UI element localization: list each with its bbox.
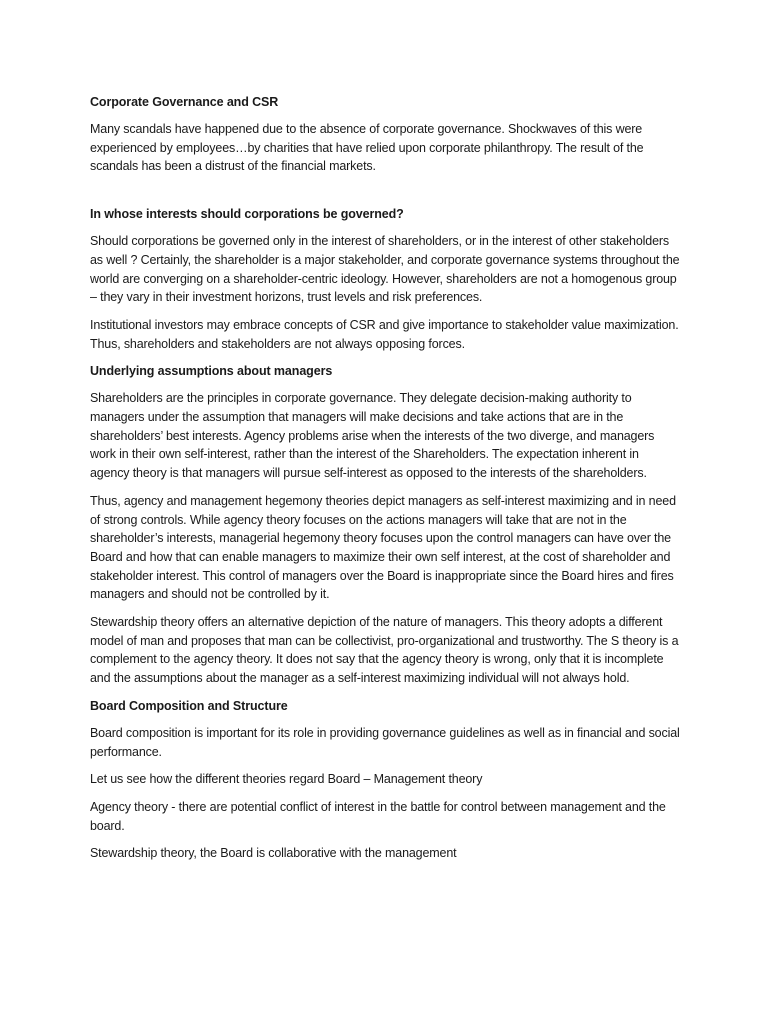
paragraph: Thus, agency and management hegemony theories depict managers as self-interest maximizing and in need of strong controls. While agency theory focuses on the actions managers will take that are not in the shareholder’s interests, managerial hegemony theory focuses upon the control managers can have over the Board and how that can enable managers to maximize their own self interest, at the cost of shareholder and stakeholder interest. This control of managers over the Board is inappropriate since the Board hires and fires managers and should not be controlled by it. [90,493,676,602]
intro-paragraph: Many scandals have happened due to the absence of corporate governance. Shockwaves of this were experienced by employees…by charities that have relied upon corporate philanthropy. The result of the scandals has been a distrust of the financial markets. [90,122,644,174]
paragraph: Board composition is important for its role in providing governance guidelines as well as in financial and social performance. [90,725,680,759]
section-heading-interests: In whose interests should corporations be governed? [90,207,404,222]
section-heading-managers: Underlying assumptions about managers [90,364,333,379]
paragraph: Stewardship theory offers an alternative depiction of the nature of managers. This theory adopts a different model of man and proposes that man can be collectivist, pro-organizational and trustworthy. The S theory is a complement to the agency theory. It does not say that the agency theory is wrong, only that it is incomplete and the assumptions about the manager as a self-interest maximizing individual will not always hold. [90,615,679,686]
paragraph: Shareholders are the principles in corporate governance. They delegate decision-making authority to managers under the assumption that managers will make decisions and take actions that are in the shareholders’ best interests. Agency problems arise when the interests of the two diverge, and managers work in their own self-interest, rather than the interest of the Shareholders. The expectation inherent in agency theory is that managers will pursue self-interest as opposed to the interests of the shareholders. [90,391,655,481]
document-title: Corporate Governance and CSR [90,95,279,109]
paragraph: Stewardship theory, the Board is collaborative with the management [90,846,457,861]
spacer [90,185,680,205]
paragraph: Institutional investors may embrace concepts of CSR and give importance to stakeholder value maximization. Thus, shareholders and stakeholders are not always opposing forces. [90,317,679,351]
paragraph: Agency theory - there are potential conflict of interest in the battle for control between management and the board. [90,799,666,833]
paragraph: Let us see how the different theories regard Board – Management theory [90,772,483,787]
document-page [90,93,680,872]
paragraph: Should corporations be governed only in the interest of shareholders, or in the interest of other stakeholders as well ? Certainly, the shareholder is a major stakeholder, and corporate governance systems throughout the world are converging on a shareholder-centric ideology. However, shareholders are not a homogenous group – they vary in their investment horizons, trust levels and risk preferences. [90,234,680,305]
section-heading-board: Board Composition and Structure [90,698,288,713]
